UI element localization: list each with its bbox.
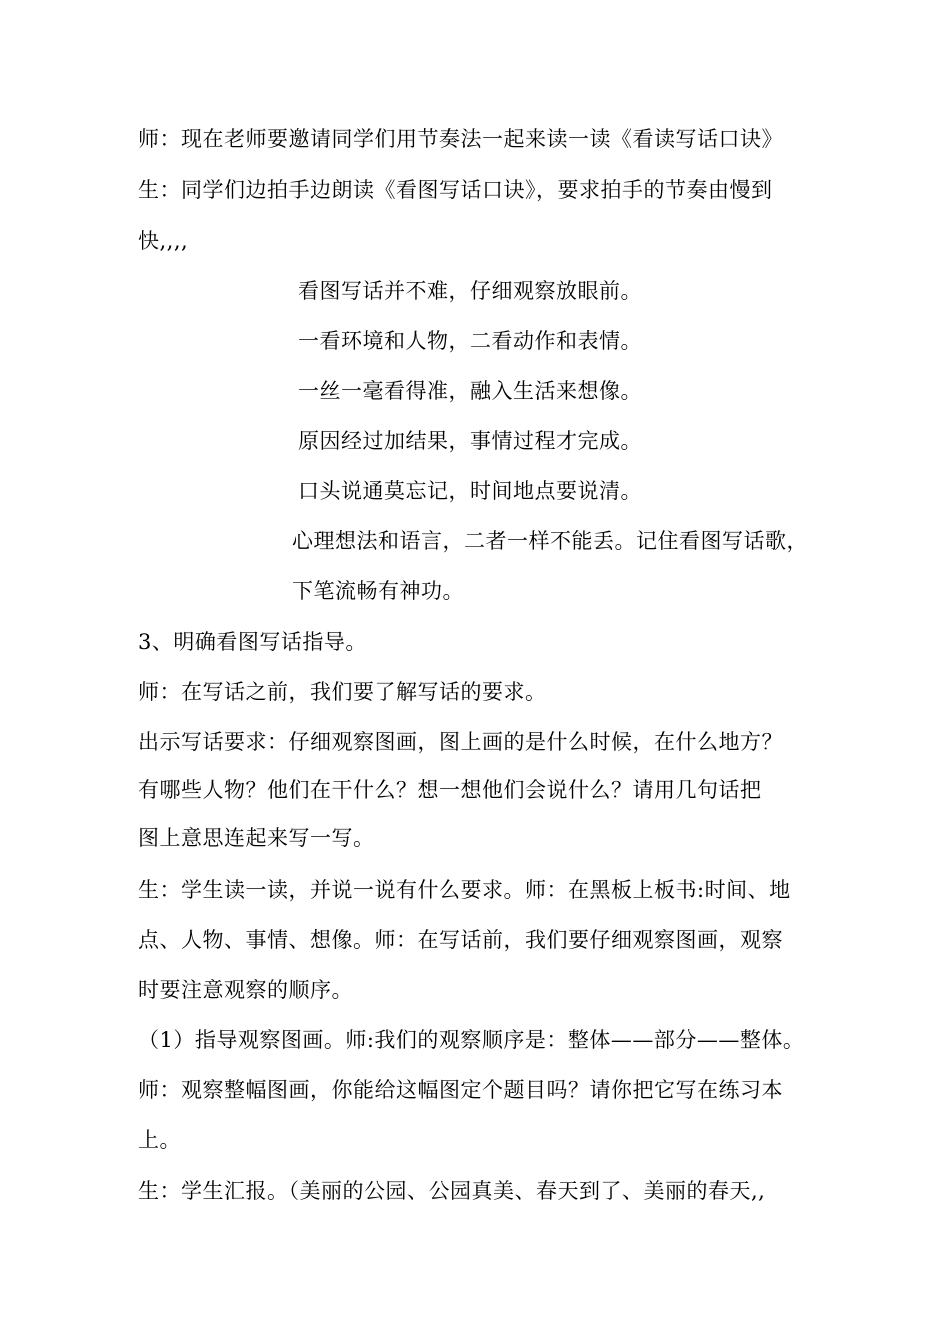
poem-line-6: 心理想法和语言，二者一样不能丢。记住看图写话歌， bbox=[292, 529, 808, 553]
poem-line-2: 一看环境和人物，二看动作和表情。 bbox=[298, 329, 642, 353]
poem-line-7: 下笔流畅有神功。 bbox=[292, 579, 464, 603]
poem-line-3: 一丝一毫看得准，融入生活来想像。 bbox=[298, 379, 642, 403]
observation-guide-line: （1）指导观察图画。师:我们的观察顺序是：整体——部分——整体。 bbox=[138, 1028, 805, 1052]
requirement-line-3: 图上意思连起来写一写。 bbox=[138, 826, 375, 850]
requirement-line-1: 出示写话要求：仔细观察图画，图上画的是什么时候，在什么地方？ bbox=[138, 730, 783, 754]
poem-line-5: 口头说通莫忘记，时间地点要说清。 bbox=[298, 479, 642, 503]
section-heading: 3、明确看图写话指导。 bbox=[138, 630, 367, 654]
teacher-line-3: 师：观察整幅图画，你能给这幅图定个题目吗？请你把它写在练习本 bbox=[138, 1078, 783, 1102]
student-line-2-cont: 点、人物、事情、想像。师：在写话前，我们要仔细观察图画，观察 bbox=[138, 928, 783, 952]
teacher-line-3-cont: 上。 bbox=[138, 1128, 181, 1152]
poem-line-1: 看图写话并不难，仔细观察放眼前。 bbox=[298, 279, 642, 303]
poem-line-4: 原因经过加结果，事情过程才完成。 bbox=[298, 429, 642, 453]
student-line-1: 生：同学们边拍手边朗读《看图写话口诀》，要求拍手的节奏由慢到 bbox=[138, 178, 773, 202]
student-line-1-cont: 快,,,, bbox=[138, 229, 189, 253]
student-line-3: 生：学生汇报。（美丽的公园、公园真美、春天到了、美丽的春天,, bbox=[138, 1179, 766, 1203]
requirement-line-2: 有哪些人物？他们在干什么？想一想他们会说什么？请用几句话把 bbox=[138, 778, 762, 802]
student-line-2: 生：学生读一读，并说一说有什么要求。师：在黑板上板书:时间、地 bbox=[138, 878, 791, 902]
teacher-line-1: 师：现在老师要邀请同学们用节奏法一起来读一读《看读写话口诀》 bbox=[138, 127, 783, 151]
teacher-line-2: 师：在写话之前，我们要了解写话的要求。 bbox=[138, 680, 547, 704]
student-line-2-end: 时要注意观察的顺序。 bbox=[138, 978, 353, 1002]
